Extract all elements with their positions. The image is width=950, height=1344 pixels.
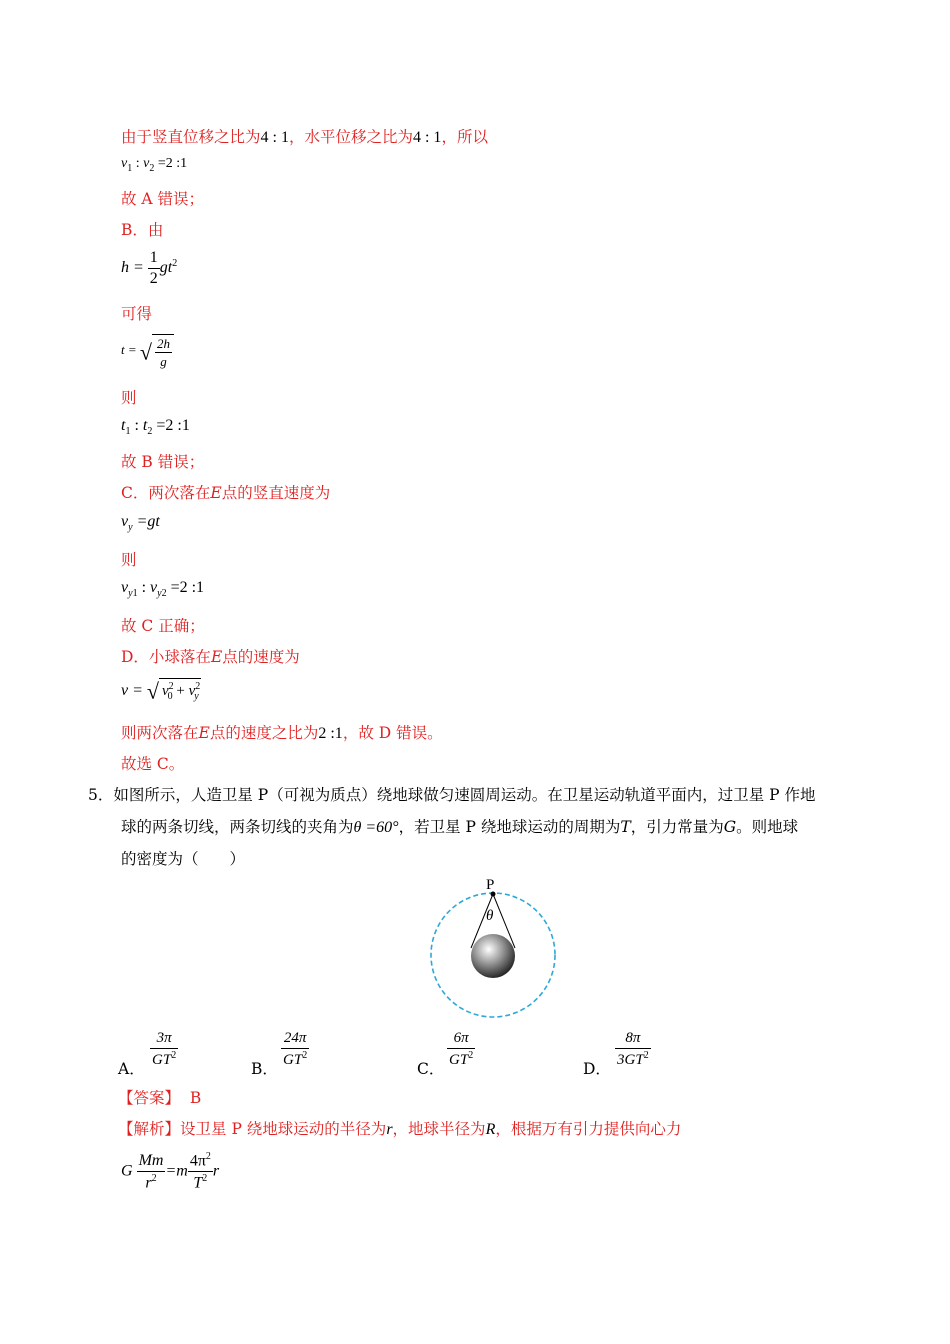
ze-1: 则 [121, 389, 137, 407]
d-intro: D．小球落在E点的速度为 [121, 648, 300, 666]
solution-line-1: 由于竖直位移之比为4 : 1，水平位移之比为4 : 1，所以 [121, 128, 488, 146]
b-intro: B．由 [121, 221, 164, 239]
satellite-figure [420, 872, 570, 1027]
question-5-line-2: 球的两条切线，两条切线的夹角为θ =60°，若卫星 P 绕地球运动的周期为T，引力常量为G。则地球 [121, 818, 799, 836]
analysis-line: 【解析】设卫星 P 绕地球运动的半径为r，地球半径为R，根据万有引力提供向心力 [118, 1120, 682, 1138]
label-p: P [486, 877, 495, 893]
c-intro: C．两次落在E点的竖直速度为 [121, 484, 331, 502]
answer-tag: 【答案】 [118, 1089, 181, 1107]
equation-vy-ratio: $v_{y1}$ : $v_{y2} =2$ :1 [121, 579, 205, 600]
equation-h: h = $\frac{1}{2}$ $gt^2$ [121, 249, 178, 287]
equation-vy: $v_y =gt$ [121, 513, 160, 534]
label-theta: θ [486, 908, 494, 924]
d-conclusion: 则两次落在E点的速度之比为2 :1，故 D 错误。 [121, 724, 443, 742]
a-wrong: 故 A 错误； [121, 190, 205, 208]
answer-line [118, 1087, 201, 1109]
ke-de: 可得 [121, 305, 153, 323]
ze-2: 则 [121, 551, 137, 569]
equation-v-speed: v = √ $v^2_0 + v^2_y$ [121, 678, 201, 704]
earth-sphere [471, 934, 515, 978]
c-right: 故 C 正确； [121, 617, 205, 635]
question-5-line-3: 的密度为（ ） [121, 850, 246, 868]
question-5-line-1: 5．如图所示，人造卫星 P（可视为质点）绕地球做匀速圆周运动。在卫星运动轨道平面内，过卫星 P 作地 [88, 786, 816, 804]
analysis-tag: 【解析】 [118, 1120, 181, 1138]
b-wrong: 故 B 错误； [121, 453, 205, 471]
equation-t-ratio: $t_1$ : $t_2 =2$ :1 [121, 417, 190, 438]
equation-t: t = √ $\frac{2h}{g}$ [121, 334, 174, 368]
equation-v-ratio: $v_1$ : $v_2 =2$ :1 [121, 156, 188, 174]
answer-value: B [189, 1089, 202, 1107]
choose-c: 故选 C。 [121, 755, 185, 773]
equation-gravity: G $\frac{Mm}{r^2}$ =m $\frac{4\pi^2}{T^2}$ r [121, 1151, 220, 1192]
